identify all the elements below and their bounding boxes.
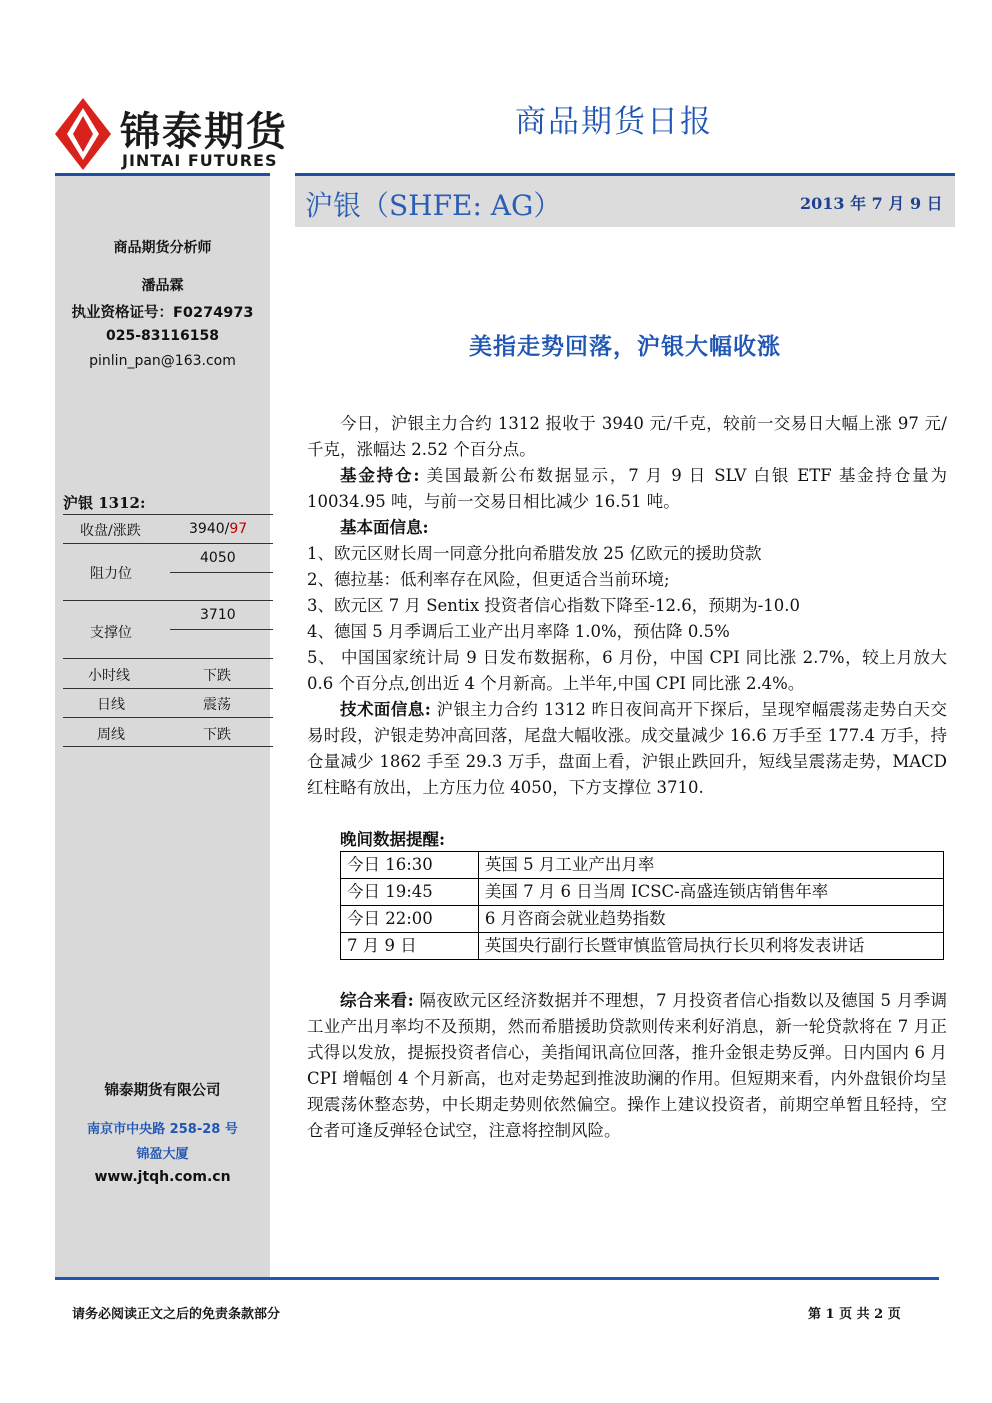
event-name: 英国 5 月工业产出月率	[478, 852, 943, 879]
event-name: 英国央行副行长暨审慎监管局执行长贝利将发表讲话	[478, 933, 943, 960]
table-row	[341, 852, 944, 879]
company-building: 锦盈大厦	[136, 1147, 189, 1162]
quote-table-line	[63, 717, 273, 718]
fund-paragraph: 基金持仓: 美国最新公布数据显示，7 月 9 日 SLV 白银 ETF 基金持仓量为 10034.95 吨，与前一交易日相比减少 16.51 吨。	[307, 466, 948, 511]
list-item: 2、德拉基：低利率存在风险，但更适合当前环境;	[307, 570, 670, 589]
analyst-name: 潘品霖	[141, 278, 184, 294]
report-title: 商品期货日报	[515, 104, 713, 140]
quote-table-line	[63, 658, 273, 659]
quote-table-line	[63, 746, 273, 747]
event-name: 6 月咨商会就业趋势指数	[478, 906, 943, 933]
analyst-title: 商品期货分析师	[113, 240, 212, 256]
footer-divider	[55, 1277, 939, 1280]
table-row	[341, 933, 944, 960]
quote-table-line	[170, 629, 273, 630]
event-name: 美国 7 月 6 日当周 ICSC-高盛连锁店销售年率	[478, 879, 943, 906]
company-logo-text: 锦泰期货	[120, 109, 288, 155]
summary-paragraph: 综合来看: 隔夜欧元区经济数据并不理想，7 月投资者信心指数以及德国 5 月季调工业产出月率均不及预期，然而希腊援助贷款则传来利好消息，新一轮贷款将在 7 月正式得以发放，提振投资者信心，美指闻讯高位回落，推升金银走势反弹。日内国内 6 月 CPI 增幅创 4 个月新高，也对走势起到推波助澜的作用。但短期来看，内外盘银价均呈现震荡休整态势，中长期走势则依然偏空。操作上建议投资者，前期空单暂且轻持，空仓者可逢反弹轻仓试空，注意将控制风险。	[307, 991, 947, 1140]
support-label: 支撑位	[90, 625, 132, 641]
change-value: 97	[229, 521, 248, 537]
evening-label: 晚间数据提醒:	[340, 830, 446, 849]
close-value: 3940/97	[189, 521, 248, 537]
tech-label: 技术面信息:	[340, 700, 431, 719]
tech-paragraph: 技术面信息: 沪银主力合约 1312 昨日夜间高开下探后，呈现窄幅震荡走势白天交易时段，沪银走势冲高回落，尾盘大幅收涨。成交量减少 16.6 万手至 177.4 万手，持仓量减少 1862 手至 29.3 万手，盘面上看，沪银止跌回升，短线呈震荡走势，MACD 红柱略有放出，上方压力位 4050，下方支撑位 3710.	[307, 700, 947, 797]
quote-table-line	[170, 572, 273, 573]
quote-table-line	[63, 600, 273, 601]
event-time: 今日 19:45	[341, 879, 479, 906]
event-time: 今日 22:00	[341, 906, 479, 933]
event-time: 7 月 9 日	[341, 933, 479, 960]
hourly-value: 下跌	[203, 668, 231, 684]
support-value: 3710	[200, 607, 236, 623]
fund-label: 基金持仓:	[340, 466, 420, 485]
company-logo-english: JINTAI FUTURES	[122, 151, 278, 170]
list-item: 4、德国 5 月季调后工业产出月率降 1.0%，预估降 0.5%	[307, 622, 730, 641]
table-row	[341, 906, 944, 933]
list-item: 5、 中国国家统计局 9 日发布数据称，6 月份，中国 CPI 同比涨 2.7%，较上月放大 0.6 个百分点,创出近 4 个月新高。上半年,中国 CPI 同比涨 2.4%。	[307, 648, 947, 693]
company-logo-icon	[55, 98, 111, 170]
daily-label: 日线	[97, 697, 125, 713]
quote-contract: 沪银 1312:	[63, 494, 146, 512]
report-date: 2013 年 7 月 9 日	[800, 194, 943, 213]
table-row	[341, 879, 944, 906]
event-time: 今日 16:30	[341, 852, 479, 879]
company-address: 南京市中央路 258-28 号	[87, 1122, 238, 1137]
analyst-license: 执业资格证号：F0274973	[71, 305, 254, 321]
quote-table-line	[63, 514, 273, 515]
weekly-label: 周线	[97, 727, 125, 743]
page-number: 第 1 页 共 2 页	[808, 1307, 901, 1322]
list-item: 3、欧元区 7 月 Sentix 投资者信心指数下降至-12.6，预期为-10.0	[307, 596, 801, 615]
evening-data-table	[340, 851, 944, 960]
resistance-value: 4050	[200, 550, 236, 566]
disclaimer-note: 请务必阅读正文之后的免责条款部分	[72, 1307, 281, 1322]
daily-value: 震荡	[203, 697, 231, 713]
close-label: 收盘/涨跌	[80, 523, 141, 539]
hourly-label: 小时线	[88, 668, 130, 684]
intro-paragraph: 今日，沪银主力合约 1312 报收于 3940 元/千克，较前一交易日大幅上涨 97 元/千克，涨幅达 2.52 个百分点。	[307, 414, 947, 459]
analyst-email: pinlin_pan@163.com	[89, 353, 236, 369]
headline: 美指走势回落，沪银大幅收涨	[469, 334, 781, 360]
weekly-value: 下跌	[203, 727, 231, 743]
resistance-label: 阻力位	[90, 566, 132, 582]
company-name: 锦泰期货有限公司	[104, 1083, 221, 1099]
summary-label: 综合来看:	[340, 991, 414, 1010]
quote-table-line	[63, 688, 273, 689]
company-website[interactable]: www.jtqh.com.cn	[94, 1169, 231, 1185]
product-name: 沪银（SHFE: AG）	[305, 189, 562, 222]
quote-table-line	[63, 543, 273, 544]
analyst-phone: 025-83116158	[106, 328, 219, 344]
list-item: 1、欧元区财长周一同意分批向希腊发放 25 亿欧元的援助贷款	[307, 544, 762, 563]
fundamental-label: 基本面信息:	[340, 518, 429, 537]
